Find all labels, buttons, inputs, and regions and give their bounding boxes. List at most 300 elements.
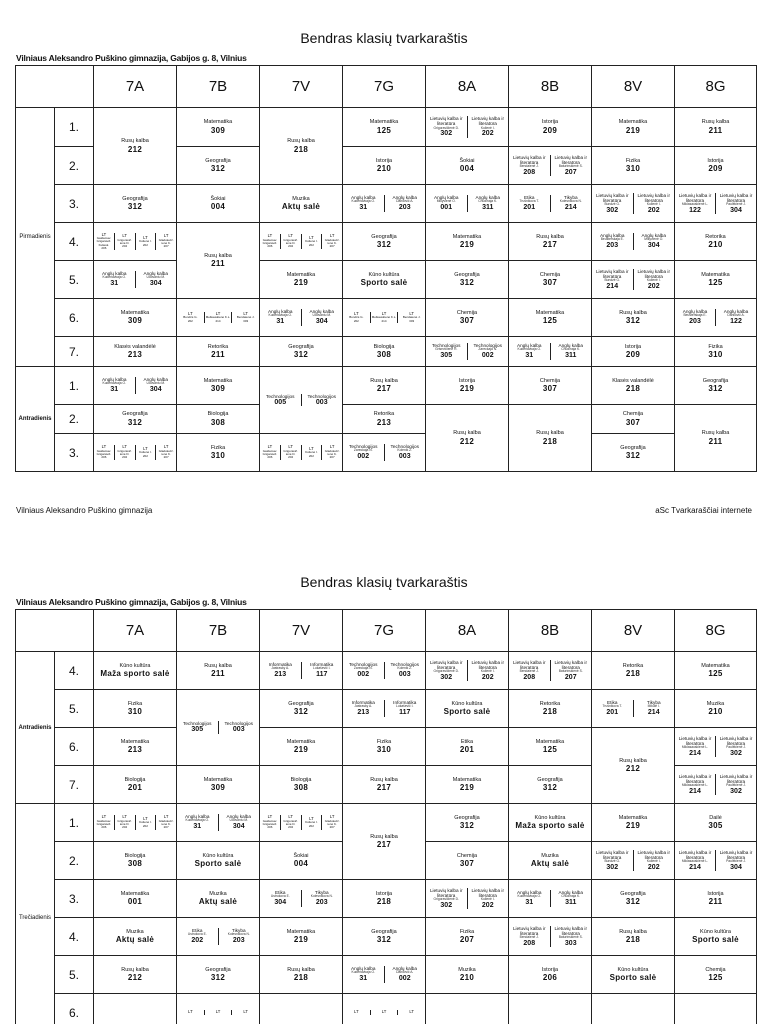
lesson-cell <box>675 223 757 261</box>
lesson-content <box>426 234 508 250</box>
subject-name: Anglų kalba <box>143 377 168 383</box>
room-number: 203 <box>315 899 328 907</box>
room-number: 210 <box>376 164 392 174</box>
lesson-split <box>509 155 591 177</box>
teacher-name: Gaidamav. Grigaravič. <box>262 818 278 826</box>
teacher-name: Gaidamav. Grigaravič. <box>262 448 278 456</box>
lesson-content <box>426 739 508 755</box>
subject-name: Rusų kalba <box>121 138 149 145</box>
lesson-content <box>94 891 176 907</box>
lesson-content <box>426 853 508 869</box>
subject-name: Rusų kalba <box>121 966 149 973</box>
lesson-cell <box>426 223 509 261</box>
lesson-cell <box>675 261 757 299</box>
room-number: 307 <box>459 316 475 326</box>
room-number: 202 <box>142 453 148 458</box>
group-label: LT <box>288 814 293 820</box>
subject-name: Rusų kalba <box>370 776 398 783</box>
lesson-cell <box>343 405 426 434</box>
class-header: 8G <box>675 610 757 652</box>
lesson-content <box>426 310 508 326</box>
lesson-group <box>301 309 343 325</box>
lesson-cell <box>260 337 343 367</box>
lesson-number: 1. <box>55 367 94 405</box>
lesson-cell <box>592 434 675 472</box>
subject-name: Rusų kalba <box>287 966 315 973</box>
teacher-name: Melkauskienė K.L. <box>371 315 397 320</box>
teacher-name: Gladulevič. ienė K. <box>324 818 340 826</box>
room-number: 212 <box>127 973 143 983</box>
subject-name: Geografija <box>620 444 646 451</box>
lesson-cell <box>343 185 426 223</box>
lesson-split <box>592 700 674 716</box>
lesson-content <box>592 967 674 983</box>
teacher-name: Beusterskaja E. <box>683 313 707 318</box>
room-number: 303 <box>564 939 577 947</box>
lesson-content <box>177 853 259 869</box>
lesson-number: 4. <box>55 223 94 261</box>
lesson-split <box>260 234 342 248</box>
group-label: LT <box>381 311 387 317</box>
room-number: 218 <box>625 935 641 945</box>
subject-name: Anglų kalba <box>682 309 708 315</box>
lesson-group <box>633 269 675 291</box>
subject-name: Matematika <box>535 309 565 316</box>
lesson-cell <box>675 405 757 472</box>
class-header: 8V <box>592 610 675 652</box>
teacher-name: Danilovič A. <box>727 313 745 318</box>
lesson-group <box>633 850 675 872</box>
teacher-name: Gladulevič. ienė K. <box>158 448 174 456</box>
group-label: LT <box>309 235 314 241</box>
subject-name: Rusų kalba <box>204 252 232 259</box>
lesson-content <box>260 777 342 793</box>
group-label: LT <box>101 231 107 237</box>
room-number: 307 <box>459 859 475 869</box>
subject-name: Chemija <box>456 852 478 859</box>
lesson-cell <box>260 956 343 994</box>
teacher-name: Gaidamav. Grigaravič. <box>96 818 112 826</box>
lesson-content <box>426 701 508 717</box>
corner-cell <box>16 66 94 108</box>
lesson-group <box>135 233 156 250</box>
lesson-content <box>509 234 591 250</box>
room-number: 219 <box>293 745 309 755</box>
group-label: LT <box>288 444 293 450</box>
lesson-split <box>343 662 425 678</box>
lesson-group <box>280 445 301 459</box>
lesson-split <box>509 195 591 211</box>
room-number: 202 <box>142 242 148 247</box>
group-label: LT <box>101 444 107 450</box>
teacher-name: Gaidamav. Grigaravič. <box>262 237 278 245</box>
lesson-content <box>343 834 425 850</box>
lesson-content <box>509 310 591 326</box>
lesson-cell <box>94 880 177 918</box>
lesson-cell <box>260 108 343 185</box>
teacher-name: Zareckaja N. <box>353 448 373 453</box>
lesson-group <box>204 312 232 323</box>
lesson-group <box>218 928 260 944</box>
room-number: 303 <box>243 318 249 323</box>
room-number: 206 <box>267 455 273 460</box>
teacher-name: Kolenik Z. <box>397 666 413 671</box>
group-label: LT <box>188 1009 193 1015</box>
room-number: 202 <box>308 823 314 828</box>
lesson-number: 6. <box>55 299 94 337</box>
lesson-group <box>675 850 715 872</box>
lesson-content <box>94 967 176 983</box>
teacher-name: Mikyvienė O. <box>644 237 664 242</box>
lesson-group <box>94 233 114 250</box>
teacher-name: Grigoravič. ienė D. <box>283 237 298 245</box>
lesson-content <box>94 663 176 679</box>
subject-name: Rusų kalba <box>536 430 564 437</box>
subject-name: Etika <box>275 890 286 896</box>
lesson-content <box>343 272 425 288</box>
subject-name: Matematika <box>120 890 150 897</box>
lesson-group <box>715 193 756 215</box>
lesson-group <box>397 1010 425 1014</box>
lesson-content <box>592 158 674 174</box>
room-number: 214 <box>564 204 577 212</box>
room-number: 206 <box>267 825 273 830</box>
lesson-cell <box>509 918 592 956</box>
lesson-content <box>94 344 176 360</box>
lesson-split <box>260 394 342 407</box>
room-number: 302 <box>606 206 619 214</box>
lesson-group <box>177 721 218 734</box>
room-number: 310 <box>127 707 143 717</box>
room-number: 213 <box>127 745 143 755</box>
teacher-name: Gaidamav. Grigaravič. Kuliesk. <box>96 236 112 247</box>
lesson-group <box>155 445 176 459</box>
room-number: 214 <box>689 787 701 795</box>
lesson-content <box>94 701 176 717</box>
teacher-name: Gladulevič. ienė K. <box>158 237 174 245</box>
group-label: LT <box>267 814 273 820</box>
lesson-cell <box>260 804 343 842</box>
lesson-split <box>260 445 342 459</box>
room-number: 31 <box>525 352 534 360</box>
class-header: 8G <box>675 66 757 108</box>
subject-name: Lietuvių kalba ir literatūra <box>512 154 546 165</box>
lesson-group <box>550 660 592 682</box>
lesson-cell <box>426 405 509 472</box>
lesson-cell <box>509 880 592 918</box>
teacher-name: Grigoravič. ienė D. <box>283 448 298 456</box>
room-number: 202 <box>191 937 204 945</box>
lesson-split <box>675 309 756 325</box>
subject-name: Anglų kalba <box>558 343 583 349</box>
room-number: 218 <box>376 897 392 907</box>
subject-name: Anglų kalba <box>351 966 376 972</box>
lesson-group <box>426 660 467 682</box>
lesson-cell <box>260 434 343 472</box>
lesson-split <box>592 193 674 215</box>
subject-name: Informatika <box>393 700 417 706</box>
teacher-name: Kulienė I. <box>139 239 152 244</box>
lesson-group <box>509 660 550 682</box>
lesson-cell <box>426 804 509 842</box>
room-number: 004 <box>293 859 309 869</box>
subject-name: Lietuvių kalba ir literatūra <box>554 925 588 936</box>
teacher-name: Kuderiavkaja O. <box>517 894 541 899</box>
teacher-name: Kulienė I. <box>139 820 152 825</box>
subject-name: Rusų kalba <box>453 430 481 437</box>
teacher-name: Miklasauskienė L. <box>681 745 709 750</box>
teacher-name: Ustrukova E. <box>187 932 207 937</box>
lesson-cell <box>94 434 177 472</box>
teacher-name: Bundzė G. <box>349 315 364 320</box>
lesson-cell <box>94 842 177 880</box>
subject-name: Informatika <box>310 662 334 668</box>
room-number: 214 <box>647 709 660 717</box>
lesson-split <box>426 343 508 359</box>
lesson-group <box>231 312 259 323</box>
room-number: 203 <box>689 318 701 326</box>
room-number: 31 <box>193 823 202 831</box>
lesson-cell <box>675 842 757 880</box>
lesson-cell <box>343 261 426 299</box>
subject-name: Matematika <box>120 738 150 745</box>
lesson-cell <box>675 956 757 994</box>
lesson-split <box>94 815 176 829</box>
room-number: 214 <box>689 749 701 757</box>
subject-name: Matematika <box>203 776 233 783</box>
room-number: 208 <box>523 939 536 947</box>
lesson-content <box>94 411 176 427</box>
lesson-cell <box>509 223 592 261</box>
room-number: Aktų salė <box>530 859 570 869</box>
lesson-content <box>343 777 425 793</box>
teacher-name: Kulienė I. <box>480 669 495 674</box>
lesson-group <box>509 343 550 359</box>
teacher-name: Lukaševič I. <box>396 704 414 709</box>
lesson-group <box>218 814 260 830</box>
lesson-cell <box>343 147 426 185</box>
room-number: 218 <box>625 384 641 394</box>
room-number: 209 <box>625 350 641 360</box>
room-number: 125 <box>708 973 723 983</box>
lesson-group <box>550 155 592 177</box>
lesson-group <box>343 700 384 716</box>
teacher-name: Bundzė G. <box>604 202 621 207</box>
group-label: LT <box>243 1009 248 1015</box>
lesson-number: 3. <box>55 434 94 472</box>
subject-name: Lietuvių kalba ir literatūra <box>637 268 671 279</box>
subject-name: Technologijos <box>349 444 378 450</box>
subject-name: Geografija <box>454 271 480 278</box>
lesson-cell <box>509 367 592 405</box>
subject-name: Geografija <box>702 377 729 384</box>
class-header: 7A <box>94 66 177 108</box>
lesson-group <box>343 444 384 460</box>
room-number: 218 <box>542 707 558 717</box>
lesson-split <box>177 1010 259 1014</box>
lesson-content <box>509 272 591 288</box>
lesson-cell <box>592 690 675 728</box>
lesson-content <box>592 411 674 427</box>
room-number: 201 <box>459 745 475 755</box>
room-number: 206 <box>101 455 107 460</box>
subject-name: Fizika <box>708 343 723 350</box>
subject-name: Geografija <box>537 776 563 783</box>
teacher-name: Grigoravič. ienė D. <box>117 237 132 245</box>
subject-name: Anglų kalba <box>517 890 542 896</box>
subject-name: Lietuvių kalba ir literatūra <box>554 154 588 165</box>
subject-name: Technologijos <box>349 662 378 668</box>
teacher-name: Melkauskienė K.L. <box>205 315 231 320</box>
lesson-number: 1. <box>55 804 94 842</box>
subject-name: Lietuvių kalba ir literatūra <box>719 849 753 860</box>
subject-name: Geografija <box>288 700 314 707</box>
subject-name: Anglų kalba <box>226 814 251 820</box>
lesson-cell <box>509 842 592 880</box>
room-number: 309 <box>210 384 226 394</box>
lesson-cell <box>177 185 260 223</box>
subject-name: Technologijos <box>390 444 419 450</box>
lesson-cell <box>343 652 426 690</box>
subject-name: Rusų kalba <box>536 233 564 240</box>
lesson-group <box>280 234 301 248</box>
lesson-cell <box>675 108 757 147</box>
lesson-number: 3. <box>55 880 94 918</box>
lesson-split <box>426 888 508 910</box>
page-title: Bendras klasių tvarkaraštis <box>300 30 468 46</box>
lesson-content <box>426 272 508 288</box>
lesson-group <box>715 309 756 325</box>
room-number: 003 <box>315 398 328 406</box>
room-number: 214 <box>381 318 387 323</box>
lesson-group <box>135 815 156 829</box>
lesson-content <box>592 344 674 360</box>
teacher-name: Grigoravič. ienė D. <box>117 448 132 456</box>
lesson-split <box>426 660 508 682</box>
lesson-cell <box>177 880 260 918</box>
lesson-number: 2. <box>55 405 94 434</box>
lesson-group <box>592 850 633 872</box>
lesson-cell <box>426 108 509 147</box>
lesson-content <box>94 929 176 945</box>
lesson-group <box>384 700 426 716</box>
lesson-group <box>509 926 550 948</box>
lesson-content <box>177 967 259 983</box>
lesson-split <box>343 312 425 323</box>
lesson-cell <box>592 147 675 185</box>
lesson-content <box>509 777 591 793</box>
subject-name: Lietuvių kalba ir literatūra <box>429 116 463 127</box>
lesson-cell <box>509 405 592 472</box>
lesson-content <box>177 445 259 461</box>
room-number: 307 <box>542 278 558 288</box>
teacher-name: Grisevičienė R. <box>435 347 458 352</box>
class-header: 8A <box>426 66 509 108</box>
room-number: 311 <box>565 899 577 907</box>
subject-name: Technologijos <box>266 393 295 399</box>
lesson-cell <box>592 185 675 223</box>
lesson-content <box>177 663 259 679</box>
lesson-cell <box>94 804 177 842</box>
class-header: 7B <box>177 66 260 108</box>
lesson-group <box>321 445 342 459</box>
teacher-name: Gaidamav. Grigaravič. <box>96 448 112 456</box>
teacher-name: Chudinaja K. <box>561 347 581 352</box>
lesson-split <box>94 233 176 250</box>
subject-name: Matematika <box>120 309 150 316</box>
school-address: Vilniaus Aleksandro Puškino gimnazija, Gabijos g. 8, Vilnius <box>16 597 247 607</box>
lesson-cell <box>509 261 592 299</box>
lesson-cell <box>675 185 757 223</box>
room-number: Sporto salė <box>609 973 657 983</box>
subject-name: Klasės valandėlė <box>612 377 654 384</box>
lesson-content <box>94 138 176 154</box>
lesson-number: 5. <box>55 956 94 994</box>
room-number: 309 <box>127 316 143 326</box>
lesson-group <box>715 850 756 872</box>
group-label: LT <box>163 233 169 239</box>
room-number: 219 <box>459 240 475 250</box>
lesson-content <box>509 853 591 869</box>
subject-name: Chemija <box>456 309 478 316</box>
lesson-content <box>675 815 756 831</box>
room-number: 310 <box>708 350 723 360</box>
subject-name: Rusų kalba <box>287 138 315 145</box>
teacher-name: Paulėkienė J. <box>726 859 746 864</box>
lesson-cell <box>260 690 343 728</box>
lesson-group <box>343 966 384 982</box>
room-number: 218 <box>542 436 558 446</box>
lesson-cell <box>426 147 509 185</box>
lesson-group <box>135 271 177 287</box>
room-number: 213 <box>274 671 287 679</box>
lesson-cell <box>675 766 757 804</box>
class-header: 8B <box>509 66 592 108</box>
footer-credit: aSc Tvarkaraščiai internete <box>655 506 752 515</box>
lesson-group <box>715 774 756 796</box>
lesson-cell <box>426 652 509 690</box>
group-label: LT <box>215 311 221 317</box>
subject-name: Tikyba <box>646 700 661 706</box>
lesson-cell <box>94 918 177 956</box>
lesson-cell <box>426 299 509 337</box>
lesson-content <box>177 891 259 907</box>
lesson-group <box>343 195 384 211</box>
day-label: Antradienis <box>16 652 55 804</box>
lesson-content <box>343 234 425 250</box>
lesson-cell <box>343 880 426 918</box>
teacher-name: Grigoravičienė D. <box>433 669 459 674</box>
lesson-group <box>135 445 156 459</box>
lesson-split <box>343 966 425 982</box>
subject-name: Retorika <box>373 411 395 418</box>
room-number: 211 <box>211 259 225 269</box>
subject-name: Istorija <box>541 119 559 126</box>
lesson-content <box>177 411 259 427</box>
teacher-name: Baturinskienė S. <box>558 669 583 674</box>
subject-name: Matematika <box>369 119 399 126</box>
lesson-cell <box>592 842 675 880</box>
subject-name: Fizika <box>625 157 641 164</box>
lesson-group <box>177 1010 204 1014</box>
room-number: 209 <box>708 164 723 174</box>
lesson-cell <box>94 690 177 728</box>
room-number: 122 <box>689 206 701 214</box>
lesson-cell <box>426 918 509 956</box>
teacher-name: Bundzė G. <box>183 315 198 320</box>
lesson-content <box>343 411 425 427</box>
teacher-name: Baturinskienė S. <box>558 164 583 169</box>
